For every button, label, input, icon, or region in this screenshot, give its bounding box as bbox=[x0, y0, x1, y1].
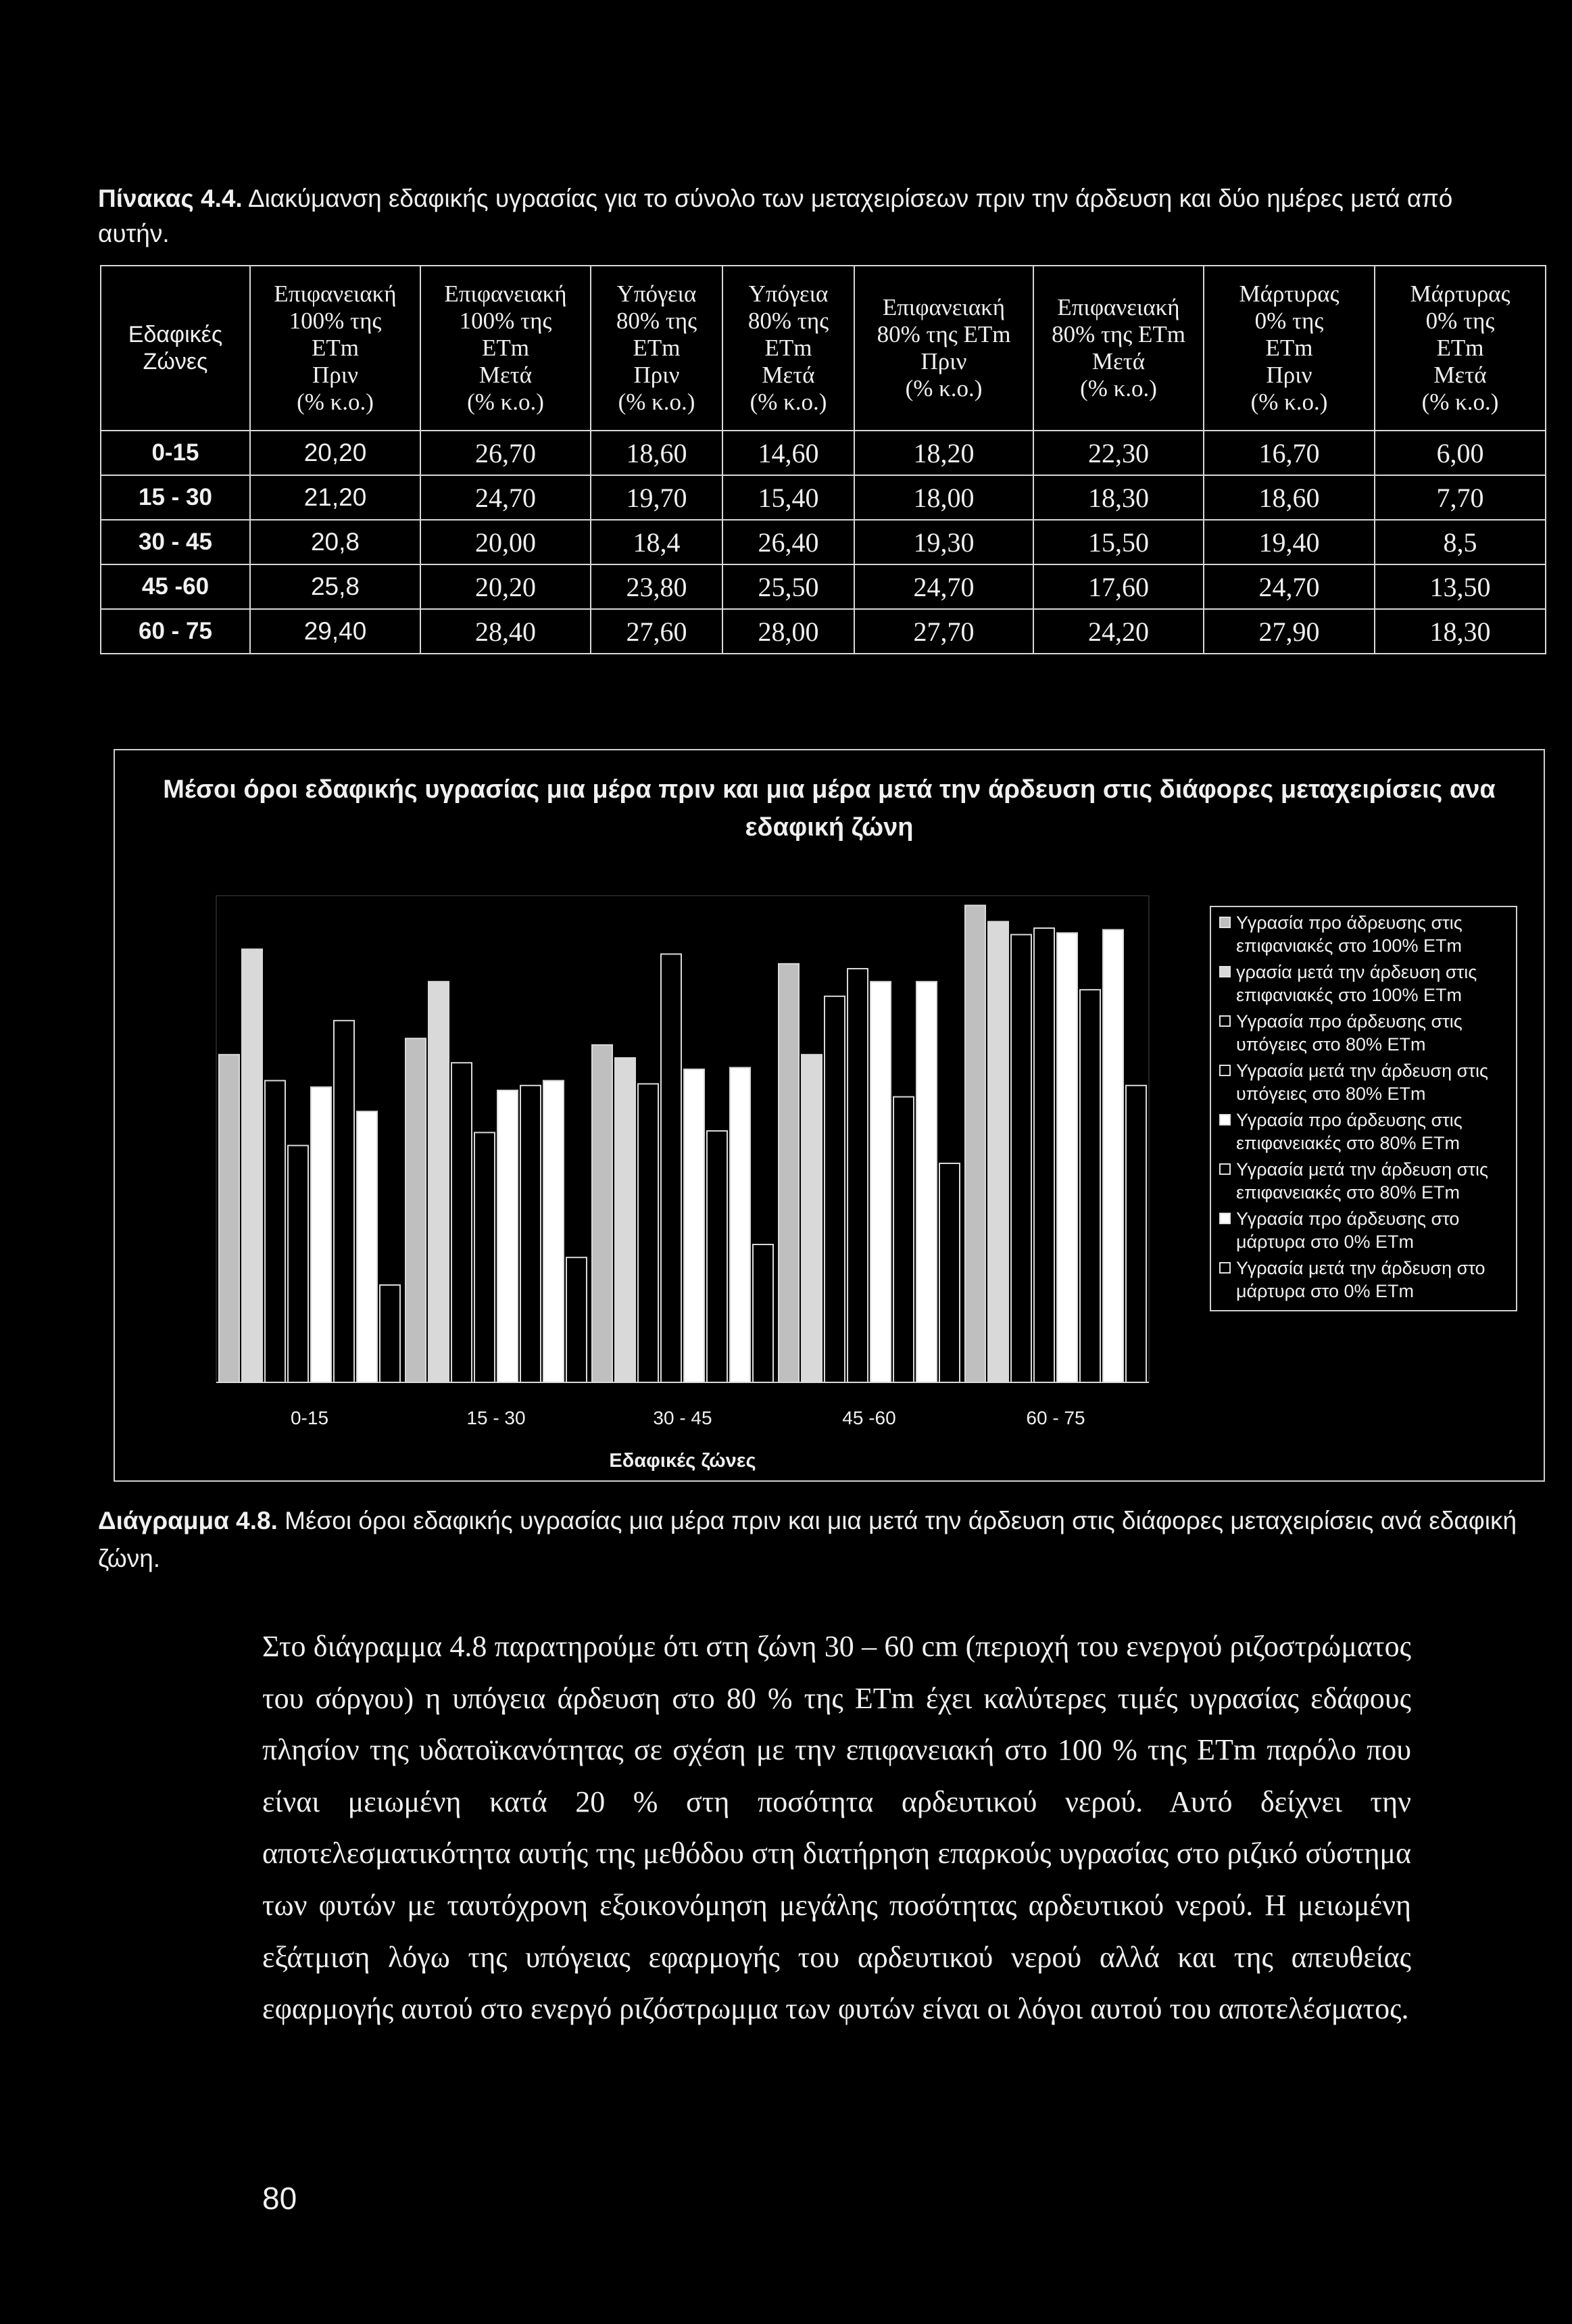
bar bbox=[939, 1163, 960, 1382]
bar bbox=[592, 1045, 612, 1382]
table-row bbox=[101, 475, 1546, 520]
legend-swatch bbox=[1219, 1065, 1231, 1076]
legend-swatch bbox=[1219, 1015, 1231, 1027]
legend-label: Υγρασία προ άρδευσης στις υπόγειες στο 80% ETm bbox=[1236, 1011, 1463, 1055]
bar bbox=[779, 964, 799, 1382]
legend-swatch bbox=[1219, 1163, 1231, 1175]
header-line: Επιφανειακή bbox=[882, 294, 1006, 320]
chart-container bbox=[114, 749, 1545, 1482]
bar bbox=[288, 1146, 308, 1382]
value-cell: 20,20 bbox=[420, 564, 591, 609]
value-cell: 20,00 bbox=[420, 520, 591, 564]
legend-label: γρασία μετά την άρδευση στις επιφανιακές στο 100% ETm bbox=[1236, 962, 1477, 1005]
header-line: 80% της ETm bbox=[877, 321, 1011, 347]
legend-swatch bbox=[1219, 966, 1231, 977]
header-line: 100% της bbox=[459, 308, 552, 334]
legend-label: Υγρασία μετά την άρδευση στις υπόγειες στο 80% ETm bbox=[1236, 1061, 1488, 1104]
bar bbox=[543, 1081, 564, 1382]
value-cell: 24,70 bbox=[420, 475, 591, 520]
bar bbox=[520, 1086, 541, 1382]
legend-swatch bbox=[1219, 1262, 1231, 1274]
value-cell: 26,40 bbox=[722, 520, 854, 564]
header-line: ETm bbox=[1436, 335, 1484, 361]
header-line: Επιφανειακή bbox=[444, 281, 567, 307]
header-line: (% κ.ο.) bbox=[467, 389, 544, 415]
zone-cell: 15 - 30 bbox=[101, 475, 250, 520]
value-cell: 19,70 bbox=[591, 475, 722, 520]
header-line: 100% της bbox=[289, 308, 382, 334]
header-line: Ζώνες bbox=[143, 349, 208, 374]
bar bbox=[1057, 933, 1077, 1382]
figure-caption-text: Μέσοι όροι εδαφικής υγρασίας μια μέρα πριν και μια μετά την άρδευση στις διάφορες μεταχειρίσεις ανά εδαφική ζώνη. bbox=[98, 1507, 1517, 1572]
x-tick-label: 60 - 75 bbox=[1026, 1407, 1085, 1428]
table-header-cell bbox=[722, 266, 854, 431]
header-line: Μετά bbox=[762, 362, 815, 388]
value-cell: 17,60 bbox=[1033, 564, 1204, 609]
header-line: ETm bbox=[1265, 335, 1313, 361]
legend-label: Υγρασία μετά την άρδευση στο μάρτυρα στο 0% ETm bbox=[1236, 1258, 1485, 1301]
table-header-cell bbox=[591, 266, 722, 431]
bar bbox=[1103, 929, 1123, 1382]
table-row bbox=[101, 564, 1546, 609]
legend-item bbox=[1217, 1257, 1510, 1303]
legend-label: Υγρασία προ άρδευσης στις επιφανειακές στο 80% ETm bbox=[1236, 1110, 1463, 1153]
bar bbox=[1080, 990, 1100, 1382]
header-line: Πριν bbox=[1266, 362, 1312, 388]
value-cell: 23,80 bbox=[591, 564, 722, 609]
header-line: Μετά bbox=[1433, 362, 1487, 388]
table-header-cell bbox=[854, 266, 1033, 431]
value-cell: 27,60 bbox=[591, 609, 722, 654]
bar bbox=[265, 1081, 285, 1382]
figure-caption-label: Διάγραμμα 4.8. bbox=[98, 1507, 278, 1534]
value-cell: 28,40 bbox=[420, 609, 591, 654]
legend-item bbox=[1217, 1010, 1510, 1056]
table-header-cell bbox=[1375, 266, 1546, 431]
x-tick-label: 0-15 bbox=[290, 1407, 329, 1428]
table-row bbox=[101, 431, 1546, 475]
header-line: Υπόγεια bbox=[616, 281, 697, 307]
chart-legend bbox=[1210, 906, 1517, 1311]
value-cell: 19,30 bbox=[854, 520, 1033, 564]
header-line: Μετά bbox=[478, 362, 533, 388]
table-caption bbox=[98, 181, 1490, 251]
table-header-cell bbox=[420, 266, 591, 431]
header-line: Πριν bbox=[920, 348, 967, 374]
value-cell: 18,4 bbox=[591, 520, 722, 564]
bar bbox=[311, 1087, 331, 1382]
bar bbox=[965, 905, 985, 1382]
bar bbox=[1034, 928, 1054, 1382]
table-row bbox=[101, 609, 1546, 654]
header-line: (% κ.ο.) bbox=[618, 389, 695, 415]
header-line: ETm bbox=[482, 335, 529, 361]
legend-item bbox=[1217, 1109, 1510, 1155]
body-text bbox=[262, 1621, 1411, 2035]
legend-item bbox=[1217, 911, 1510, 957]
value-cell: 24,70 bbox=[854, 564, 1033, 609]
table-row bbox=[101, 520, 1546, 564]
value-cell: 18,60 bbox=[591, 431, 722, 475]
header-line: 80% της ETm bbox=[1052, 321, 1185, 347]
zone-cell: 60 - 75 bbox=[101, 609, 250, 654]
x-axis-label: Εδαφικές ζώνες bbox=[609, 1450, 756, 1472]
header-line: Πριν bbox=[633, 362, 680, 388]
x-tick-label: 15 - 30 bbox=[466, 1407, 526, 1428]
bar bbox=[870, 982, 891, 1382]
bar bbox=[730, 1067, 750, 1382]
bar bbox=[219, 1055, 239, 1382]
x-tick-label: 30 - 45 bbox=[653, 1407, 712, 1428]
header-line: ETm bbox=[312, 335, 359, 361]
header-line: 0% της bbox=[1425, 308, 1495, 334]
bar bbox=[638, 1084, 658, 1382]
bar bbox=[428, 982, 449, 1382]
header-line: Εδαφικές bbox=[128, 322, 223, 347]
table-header-cell bbox=[101, 266, 250, 431]
header-line: (% κ.ο.) bbox=[750, 389, 827, 415]
value-cell: 18,00 bbox=[854, 475, 1033, 520]
figure-caption bbox=[98, 1502, 1551, 1578]
bar bbox=[406, 1038, 426, 1382]
value-cell: 28,00 bbox=[722, 609, 854, 654]
body-paragraph: Στο διάγραμμα 4.8 παρατηρούμε ότι στη ζώνη 30 – 60 cm (περιοχή του ενεργού ριζοστρώματος του σόργου) η υπόγεια άρδευση στο 80 % της ETm έχει καλύτερες τιμές υγρασίας εδάφους πλησίον της υδατοϊκανότητας σε σχέση με την επιφανειακή στο 100 % της ETm παρόλο που είναι μειωμένη κατά 20 % στη ποσότητα αρδευτικού νερού. Αυτό δείχνει την αποτελεσματικότητα αυτής της μεθόδου στη διατήρηση επαρκούς υγρασίας στο ριζικό σύστημα των φυτών με ταυτόχρονη εξοικονόμηση μεγάλης ποσότητας αρδευτικού νερού. Η μειωμένη εξάτμιση λόγω της υπόγειας εφαρμογής του αρδευτικού νερού αλλά και της απευθείας εφαρμογής αυτού στο ενεργό ριζόστρωμμα των φυτών είναι οι λόγοι αυτού του αποτελέσματος. bbox=[262, 1630, 1411, 2026]
bar bbox=[684, 1069, 704, 1382]
table-header-cell bbox=[250, 266, 420, 431]
bar bbox=[753, 1244, 773, 1382]
zone-cell: 45 -60 bbox=[101, 564, 250, 609]
value-cell: 20,20 bbox=[250, 431, 420, 475]
value-cell: 8,5 bbox=[1375, 520, 1546, 564]
value-cell: 15,40 bbox=[722, 475, 854, 520]
legend-label: Υγρασία μετά την άρδευση στις επιφανειακές στο 80% ETm bbox=[1236, 1159, 1488, 1203]
bar bbox=[1011, 935, 1031, 1382]
bar bbox=[848, 969, 868, 1382]
bar bbox=[916, 982, 937, 1382]
value-cell: 21,20 bbox=[250, 475, 420, 520]
value-cell: 25,8 bbox=[250, 564, 420, 609]
header-line: Υπόγεια bbox=[748, 281, 829, 307]
table-header-cell bbox=[1033, 266, 1204, 431]
legend-swatch bbox=[1219, 1114, 1231, 1125]
legend-item bbox=[1217, 961, 1510, 1007]
legend-label: Υγρασία προ άρδευσης στο μάρτυρα στο 0% ETm bbox=[1236, 1209, 1460, 1252]
header-line: Μετά bbox=[1091, 348, 1146, 374]
table-body bbox=[101, 431, 1546, 654]
x-tick-label: 45 -60 bbox=[842, 1407, 896, 1428]
value-cell: 20,8 bbox=[250, 520, 420, 564]
header-line: 80% της bbox=[747, 308, 829, 334]
header-line: ETm bbox=[764, 335, 812, 361]
value-cell: 14,60 bbox=[722, 431, 854, 475]
bar bbox=[497, 1090, 518, 1382]
table-caption-label: Πίνακας 4.4. bbox=[98, 185, 243, 212]
bar bbox=[566, 1257, 587, 1382]
header-line: Μάρτυρας bbox=[1410, 281, 1510, 307]
value-cell: 6,00 bbox=[1375, 431, 1546, 475]
value-cell: 18,30 bbox=[1033, 475, 1204, 520]
value-cell: 27,70 bbox=[854, 609, 1033, 654]
value-cell: 7,70 bbox=[1375, 475, 1546, 520]
zone-cell: 30 - 45 bbox=[101, 520, 250, 564]
value-cell: 13,50 bbox=[1375, 564, 1546, 609]
bar bbox=[474, 1132, 495, 1382]
header-line: Μάρτυρας bbox=[1239, 281, 1340, 307]
bar bbox=[451, 1063, 472, 1382]
value-cell: 25,50 bbox=[722, 564, 854, 609]
value-cell: 29,40 bbox=[250, 609, 420, 654]
header-line: ETm bbox=[633, 335, 681, 361]
bar bbox=[825, 996, 845, 1382]
value-cell: 24,20 bbox=[1033, 609, 1204, 654]
header-line: Πριν bbox=[312, 362, 358, 388]
table-header-row bbox=[101, 266, 1546, 431]
bar bbox=[380, 1285, 400, 1382]
header-line: 0% της bbox=[1254, 308, 1324, 334]
value-cell: 18,30 bbox=[1375, 609, 1546, 654]
value-cell: 26,70 bbox=[420, 431, 591, 475]
header-line: Επιφανειακή bbox=[1057, 294, 1180, 320]
value-cell: 19,40 bbox=[1204, 520, 1375, 564]
value-cell: 18,20 bbox=[854, 431, 1033, 475]
value-cell: 18,60 bbox=[1204, 475, 1375, 520]
value-cell: 15,50 bbox=[1033, 520, 1204, 564]
legend-item bbox=[1217, 1059, 1510, 1105]
legend-label: Υγρασία προ άδρευσης στις επιφανιακές στο 100% ETm bbox=[1236, 913, 1463, 956]
value-cell: 22,30 bbox=[1033, 431, 1204, 475]
bar bbox=[802, 1055, 822, 1382]
legend-item bbox=[1217, 1207, 1510, 1253]
bar bbox=[357, 1111, 377, 1382]
value-cell: 27,90 bbox=[1204, 609, 1375, 654]
zone-cell: 0-15 bbox=[101, 431, 250, 475]
bar bbox=[893, 1097, 914, 1382]
bar bbox=[661, 954, 681, 1382]
bar bbox=[334, 1021, 354, 1382]
bar bbox=[988, 921, 1008, 1382]
page-number: 80 bbox=[262, 2181, 297, 2216]
bar bbox=[707, 1131, 727, 1382]
value-cell: 24,70 bbox=[1204, 564, 1375, 609]
table-header-cell bbox=[1204, 266, 1375, 431]
legend-swatch bbox=[1219, 917, 1231, 928]
header-line: 80% της bbox=[616, 308, 697, 334]
bar bbox=[242, 949, 262, 1382]
legend-item bbox=[1217, 1158, 1510, 1204]
table-caption-text: Διακύμανση εδαφικής υγρασίας για το σύνολο των μεταχειρίσεων πριν την άρδευση και δύο ημέρες μετά από αυτήν. bbox=[98, 185, 1453, 247]
header-line: (% κ.ο.) bbox=[1080, 375, 1157, 402]
header-line: Επιφανειακή bbox=[274, 281, 397, 307]
header-line: (% κ.ο.) bbox=[1421, 389, 1499, 415]
header-line: (% κ.ο.) bbox=[1250, 389, 1328, 415]
legend-swatch bbox=[1219, 1213, 1231, 1224]
chart-title: Μέσοι όροι εδαφικής υγρασίας μια μέρα πριν και μια μέρα μετά την άρδευση στις διάφορες μεταχειρίσεις ανα εδαφική ζώνη bbox=[163, 775, 1496, 842]
moisture-table bbox=[100, 265, 1546, 654]
bar bbox=[615, 1058, 635, 1382]
header-line: (% κ.ο.) bbox=[905, 375, 983, 402]
header-line: (% κ.ο.) bbox=[297, 389, 374, 415]
bar bbox=[1126, 1086, 1146, 1382]
value-cell: 16,70 bbox=[1204, 431, 1375, 475]
